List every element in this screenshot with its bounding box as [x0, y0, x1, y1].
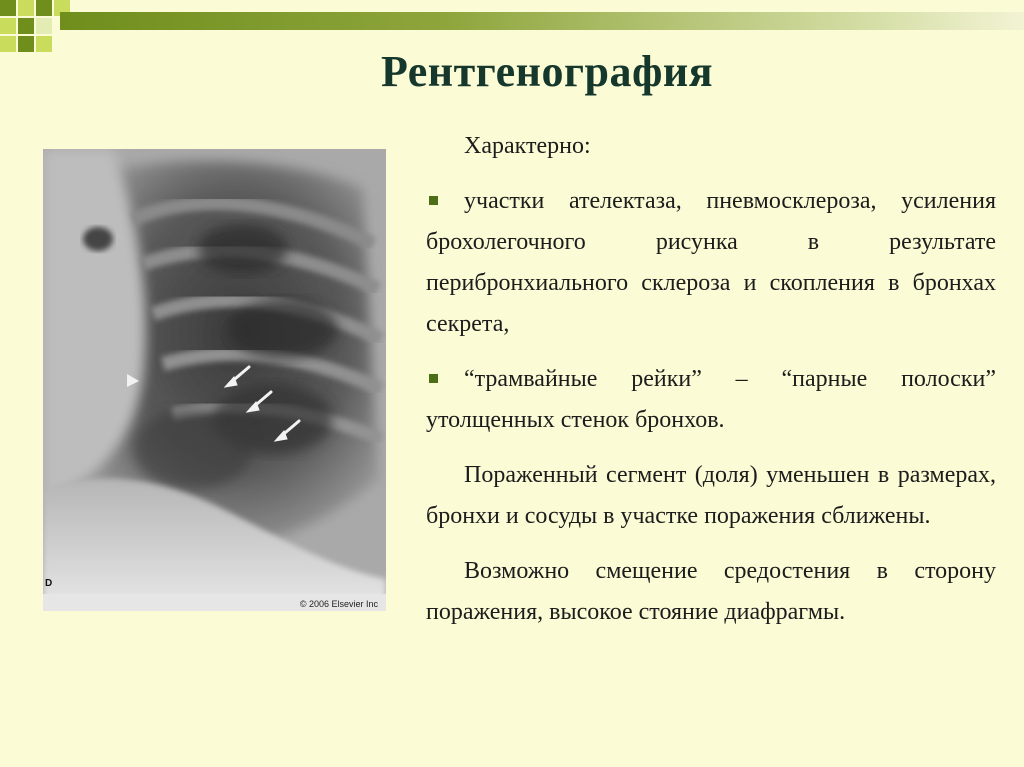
xray-panel-letter: D	[45, 578, 53, 589]
xray-image	[43, 149, 386, 611]
bullet-text: “трамвайные рейки” – “парные полоски” утолщенных стенок бронхов.	[426, 366, 996, 433]
square-bullet-icon	[429, 196, 438, 205]
corner-square-7	[36, 18, 52, 34]
corner-square-2	[18, 0, 34, 16]
corner-square-1	[0, 0, 16, 16]
intro-text: Характерно:	[464, 133, 591, 159]
bullet-item	[426, 359, 996, 441]
header-gradient-bar	[60, 12, 1024, 30]
bullet-text: участки ателектаза, пневмосклероза, усиления брохолегочного рисунка в результате перибронхиального склероза и скопления в бронхах секрета,	[426, 188, 996, 337]
corner-square-6	[18, 18, 34, 34]
square-bullet-icon	[429, 374, 438, 383]
slide-title: Рентгенография	[380, 47, 714, 96]
content-text	[426, 126, 996, 647]
paragraph: Пораженный сегмент (доля) уменьшен в размерах, бронхи и сосуды в участке поражения сближены.	[426, 462, 996, 529]
paragraph: Возможно смещение средостения в сторону поражения, высокое стояние диафрагмы.	[426, 558, 996, 625]
corner-square-5	[0, 18, 16, 34]
bullet-item	[426, 181, 996, 345]
corner-square-3	[36, 0, 52, 16]
xray-copyright-caption: © 2006 Elsevier Inc	[299, 599, 378, 609]
